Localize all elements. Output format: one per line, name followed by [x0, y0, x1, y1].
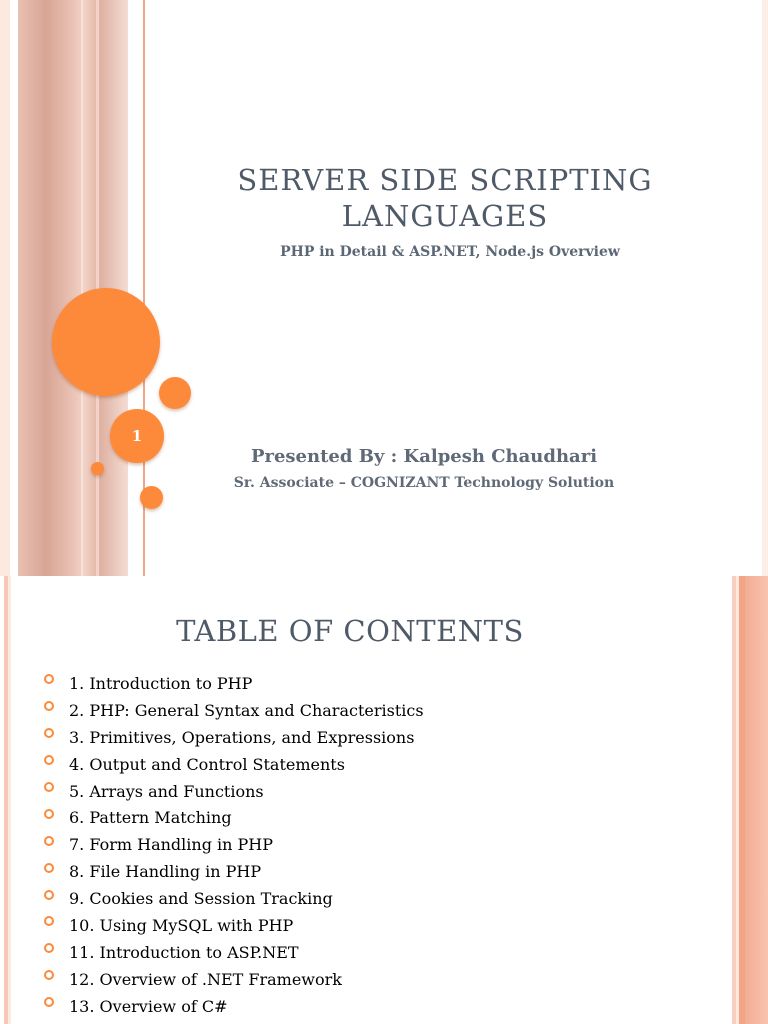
circle-bullet-icon [44, 890, 54, 900]
toc-item-label: 5. Arrays and Functions [69, 781, 264, 801]
toc-item [44, 885, 424, 912]
toc-item [44, 993, 424, 1020]
toc-item-label: 2. PHP: General Syntax and Characteristics [69, 700, 424, 720]
decorative-stripe [745, 576, 768, 1024]
toc-item [44, 778, 424, 805]
decorative-stripe [81, 0, 83, 576]
title-line-1: SERVER SIDE SCRIPTING [237, 163, 653, 197]
decorative-stripe [0, 0, 10, 576]
toc-item-label: 10. Using MySQL with PHP [69, 915, 294, 935]
presenter-role: Sr. Associate – COGNIZANT Technology Solution [233, 475, 615, 491]
toc-item [44, 831, 424, 858]
toc-item [44, 724, 424, 751]
circle-bullet-icon [44, 674, 54, 684]
circle-bullet-icon [44, 728, 54, 738]
circle-bullet-icon [44, 916, 54, 926]
toc-item-label: 7. Form Handling in PHP [69, 835, 274, 855]
toc-list [44, 670, 424, 1020]
decorative-stripe [8, 576, 11, 1024]
presenter-name: Presented By : Kalpesh Chaudhari [250, 446, 598, 467]
circle-bullet-icon [44, 970, 54, 980]
circle-bullet-icon [44, 943, 54, 953]
circle-bullet-icon [44, 863, 54, 873]
toc-item-label: 9. Cookies and Session Tracking [69, 889, 333, 909]
toc-item [44, 966, 424, 993]
decorative-stripe [762, 0, 768, 576]
toc-item [44, 939, 424, 966]
toc-item-label: 1. Introduction to PHP [69, 673, 253, 693]
circle-bullet-icon [44, 809, 54, 819]
toc-item-label: 4. Output and Control Statements [69, 754, 345, 774]
presentation-title [145, 162, 745, 234]
slide-number: 1 [131, 427, 143, 445]
toc-item [44, 670, 424, 697]
toc-item [44, 751, 424, 778]
toc-item [44, 804, 424, 831]
circle-bullet-icon [44, 836, 54, 846]
title-line-2: LANGUAGES [341, 199, 549, 233]
toc-item [44, 912, 424, 939]
toc-item-label: 11. Introduction to ASP.NET [69, 942, 299, 962]
decorative-stripe [10, 0, 18, 576]
toc-item-label: 6. Pattern Matching [69, 808, 232, 828]
toc-item [44, 858, 424, 885]
decorative-circle-large [52, 288, 160, 396]
circle-bullet-icon [44, 755, 54, 765]
decorative-circle-tiny [91, 462, 104, 475]
toc-item-label: 12. Overview of .NET Framework [69, 969, 342, 989]
presentation-subtitle: PHP in Detail & ASP.NET, Node.js Overview [280, 244, 620, 260]
decorative-circle-medium [159, 377, 191, 409]
circle-bullet-icon [44, 997, 54, 1007]
toc-item-label: 3. Primitives, Operations, and Expressions [69, 727, 415, 747]
toc-item-label: 13. Overview of C# [69, 996, 228, 1016]
circle-bullet-icon [44, 782, 54, 792]
toc-slide [0, 576, 768, 1024]
toc-item [44, 697, 424, 724]
toc-item-label: 8. File Handling in PHP [69, 862, 262, 882]
circle-bullet-icon [44, 701, 54, 711]
toc-title: TABLE OF CONTENTS [176, 614, 524, 648]
